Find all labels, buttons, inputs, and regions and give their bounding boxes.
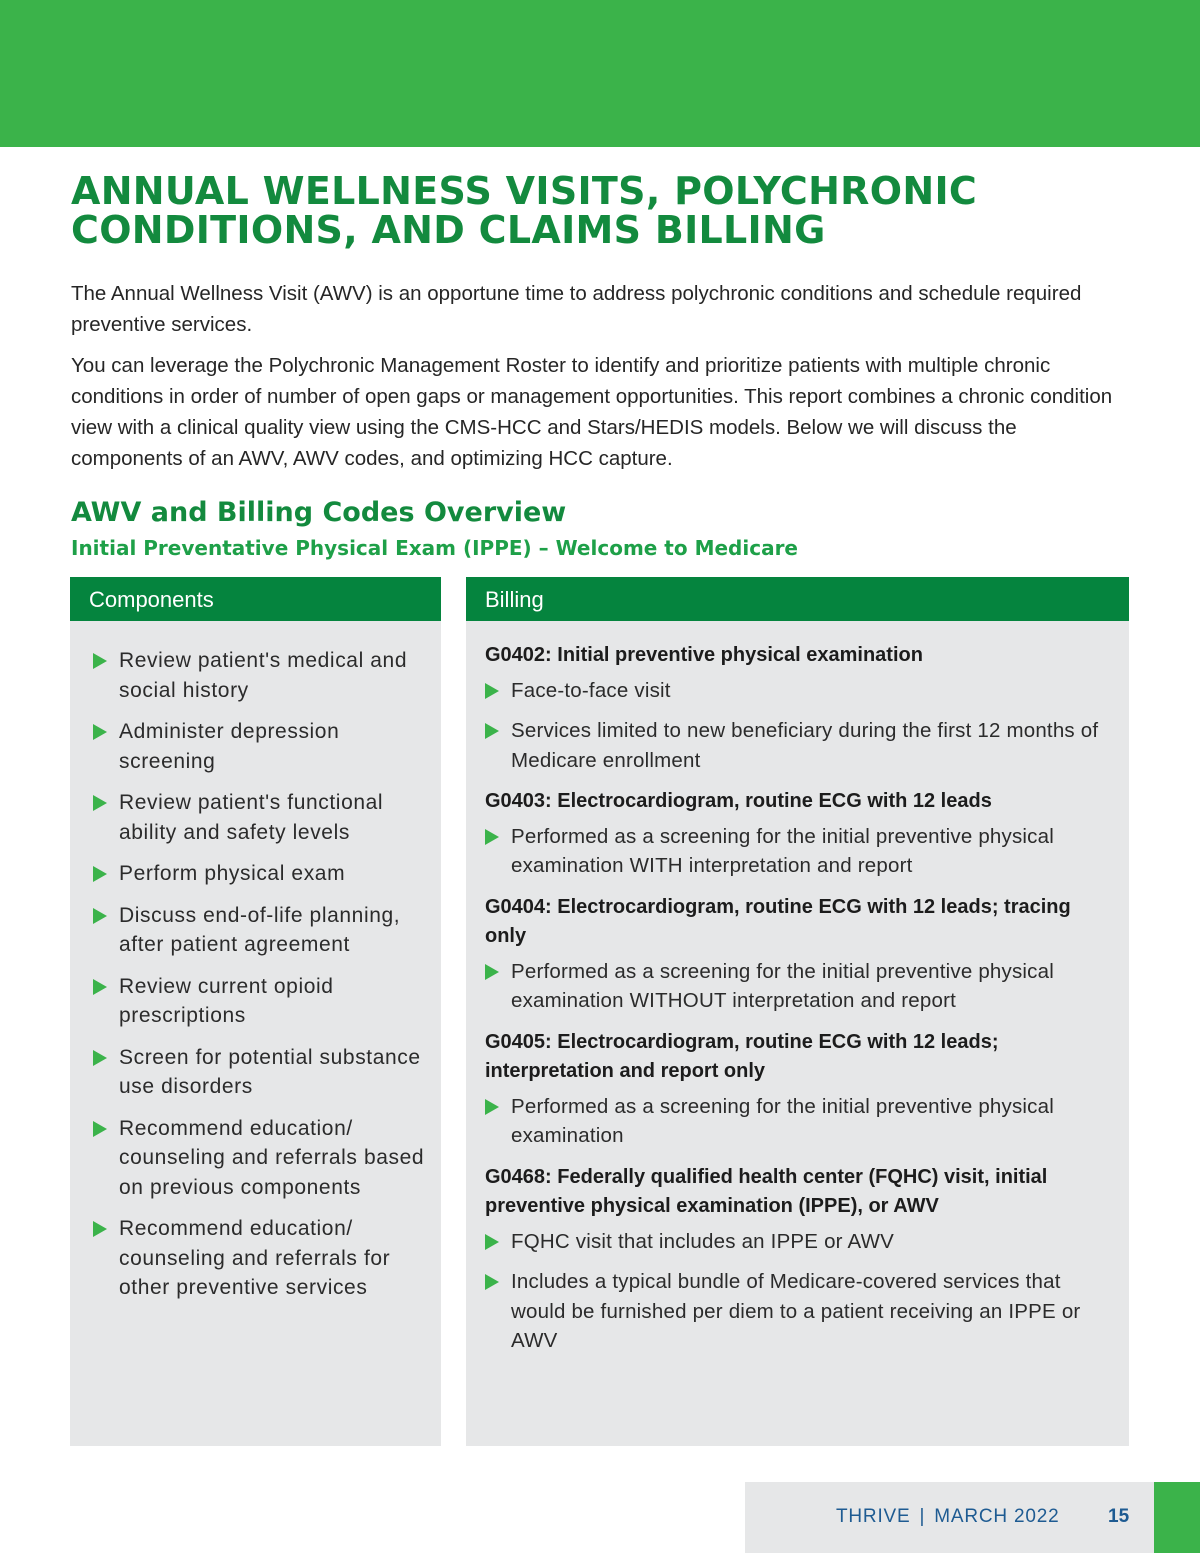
component-item xyxy=(93,901,429,960)
component-item xyxy=(93,646,429,705)
component-text: Recommend education/ counseling and referrals for other preventive services xyxy=(119,1217,391,1299)
billing-code-title: G0405: Electrocardiogram, routine ECG with 12 leads; interpretation and report only xyxy=(485,1030,999,1082)
component-text: Perform physical exam xyxy=(119,862,346,885)
billing-bullet-text: Face-to-face visit xyxy=(511,678,671,702)
triangle-bullet-icon xyxy=(93,866,107,882)
billing-bullets xyxy=(485,676,1111,776)
section-subheading: Initial Preventative Physical Exam (IPPE) – Welcome to Medicare xyxy=(71,536,798,560)
triangle-bullet-icon xyxy=(93,724,107,740)
page-title-line-1: ANNUAL WELLNESS VISITS, POLYCHRONIC xyxy=(71,169,978,213)
billing-bullets xyxy=(485,1227,1111,1356)
component-item xyxy=(93,1043,429,1102)
billing-panel xyxy=(466,577,1129,1446)
triangle-bullet-icon xyxy=(485,1234,499,1250)
page-number: 15 xyxy=(1108,1506,1130,1527)
triangle-bullet-icon xyxy=(93,653,107,669)
billing-code-group xyxy=(485,893,1111,1016)
billing-bullet-text: Performed as a screening for the initial preventive physical examination xyxy=(511,1094,1054,1147)
component-item xyxy=(93,788,429,847)
section-heading: AWV and Billing Codes Overview xyxy=(71,497,567,528)
billing-bullet-text: Includes a typical bundle of Medicare-covered services that would be furnished per diem to a patient receiving an IPPE or AWV xyxy=(511,1270,1081,1352)
triangle-bullet-icon xyxy=(93,979,107,995)
billing-code-title: G0404: Electrocardiogram, routine ECG with 12 leads; tracing only xyxy=(485,895,1071,947)
component-text: Screen for potential substance use disorders xyxy=(119,1045,421,1098)
page-title-line-2: CONDITIONS, AND CLAIMS BILLING xyxy=(71,208,826,252)
component-item xyxy=(93,859,429,889)
triangle-bullet-icon xyxy=(93,795,107,811)
billing-bullets xyxy=(485,822,1111,881)
billing-code-group xyxy=(485,1028,1111,1151)
triangle-bullet-icon xyxy=(485,683,499,699)
billing-bullet-text: Services limited to new beneficiary during the first 12 months of Medicare enrollment xyxy=(511,719,1099,772)
component-text: Review current opioid prescriptions xyxy=(119,974,334,1027)
triangle-bullet-icon xyxy=(485,1274,499,1290)
billing-bullet-text: Performed as a screening for the initial preventive physical examination WITHOUT interpretation and report xyxy=(511,959,1054,1012)
triangle-bullet-icon xyxy=(485,1099,499,1115)
component-text: Review patient's medical and social history xyxy=(119,649,408,702)
footer-accent xyxy=(1154,1482,1200,1553)
top-color-band xyxy=(0,0,1200,147)
triangle-bullet-icon xyxy=(93,1050,107,1066)
component-item xyxy=(93,1114,429,1203)
components-panel xyxy=(70,577,441,1446)
component-text: Discuss end-of-life planning, after patient agreement xyxy=(119,903,401,956)
billing-bullet-text: FQHC visit that includes an IPPE or AWV xyxy=(511,1229,895,1253)
billing-bullet-text: Performed as a screening for the initial preventive physical examination WITH interpretation and report xyxy=(511,824,1054,877)
billing-bullet xyxy=(485,1092,1111,1151)
component-item xyxy=(93,717,429,776)
billing-code-title: G0402: Initial preventive physical examination xyxy=(485,644,923,666)
component-text: Administer depression screening xyxy=(119,720,340,773)
footer-publication-line xyxy=(836,1505,1059,1529)
component-item xyxy=(93,1214,429,1303)
triangle-bullet-icon xyxy=(485,723,499,739)
intro-text xyxy=(71,278,1131,484)
billing-header: Billing xyxy=(466,577,1129,621)
billing-bullets xyxy=(485,957,1111,1016)
billing-codes xyxy=(466,621,1129,1356)
billing-bullet xyxy=(485,676,1111,706)
billing-code-title: G0403: Electrocardiogram, routine ECG with 12 leads xyxy=(485,790,992,812)
billing-bullets xyxy=(485,1092,1111,1151)
billing-bullet xyxy=(485,822,1111,881)
triangle-bullet-icon xyxy=(485,964,499,980)
triangle-bullet-icon xyxy=(93,1221,107,1237)
billing-code-group xyxy=(485,1163,1111,1356)
intro-paragraph-2: You can leverage the Polychronic Management Roster to identify and prioritize patients with multiple chronic conditions in order of number of open gaps or management opportunities. This report combines a chronic condition view with a clinical quality view using the CMS-HCC and Stars/HEDIS models. Below we will discuss the components of an AWV, AWV codes, and optimizing HCC capture. xyxy=(71,354,1113,470)
footer-separator: | xyxy=(919,1506,926,1527)
footer-date: MARCH 2022 xyxy=(934,1506,1060,1527)
components-list xyxy=(70,621,441,1303)
intro-paragraph-1: The Annual Wellness Visit (AWV) is an opportune time to address polychronic conditions and schedule required preventive services. xyxy=(71,282,1082,336)
billing-bullet xyxy=(485,957,1111,1016)
component-text: Review patient's functional ability and safety levels xyxy=(119,791,384,844)
footer-publication: THRIVE xyxy=(836,1506,911,1527)
triangle-bullet-icon xyxy=(93,908,107,924)
billing-bullet xyxy=(485,1267,1111,1356)
triangle-bullet-icon xyxy=(485,829,499,845)
components-header: Components xyxy=(70,577,441,621)
billing-code-group xyxy=(485,641,1111,775)
billing-code-title: G0468: Federally qualified health center (FQHC) visit, initial preventive physical examination (IPPE), or AWV xyxy=(485,1165,1048,1217)
billing-code-group xyxy=(485,787,1111,881)
component-text: Recommend education/ counseling and referrals based on previous components xyxy=(119,1116,425,1199)
component-item xyxy=(93,972,429,1031)
page-title xyxy=(71,169,1131,252)
billing-bullet xyxy=(485,1227,1111,1257)
triangle-bullet-icon xyxy=(93,1121,107,1137)
billing-bullet xyxy=(485,716,1111,775)
